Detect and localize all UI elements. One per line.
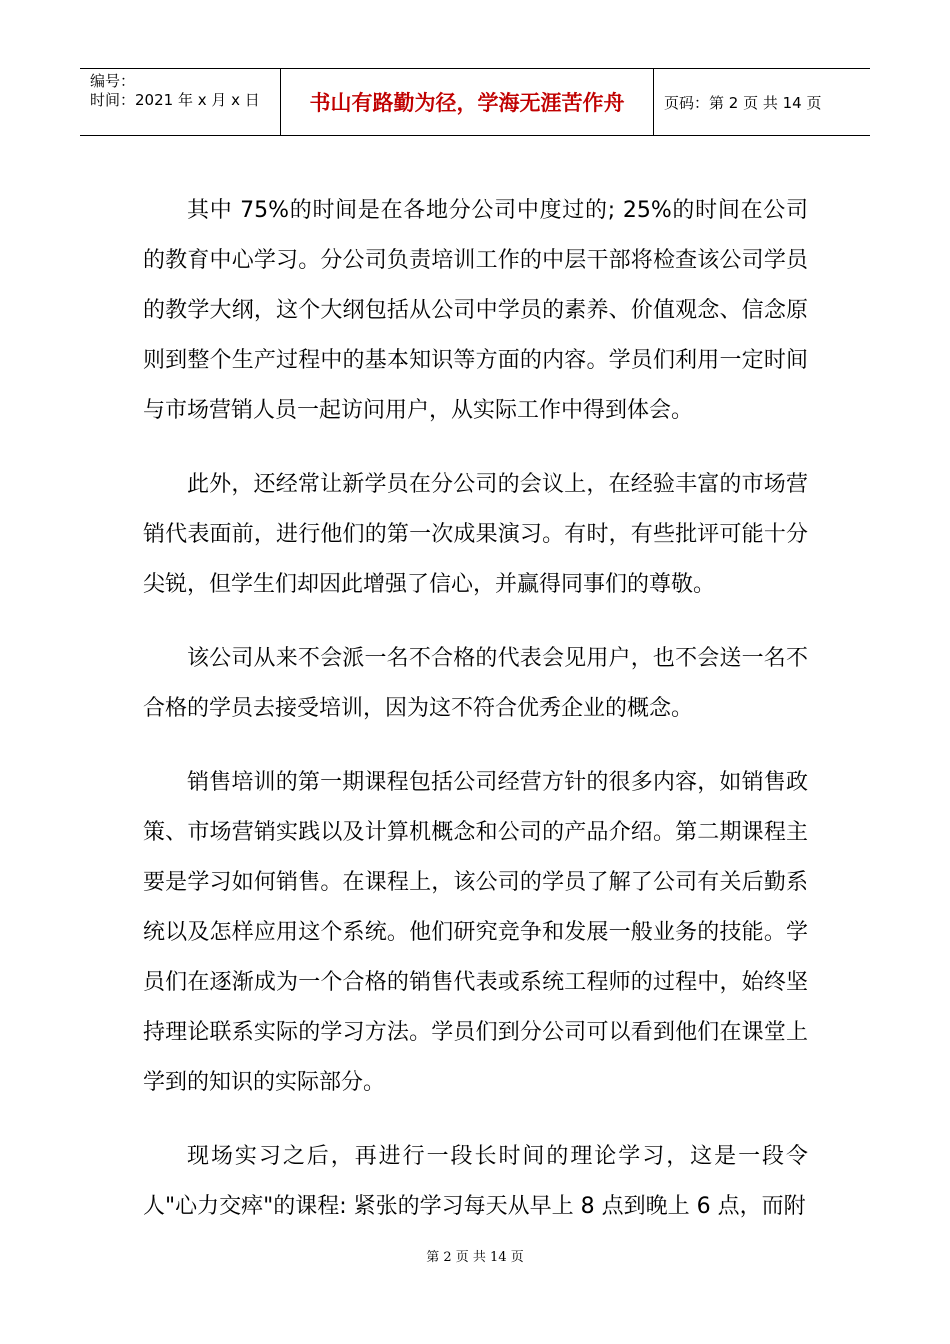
page-footer: 第 2 页 共 14 页 (426, 1250, 524, 1265)
paragraph: 该公司从来不会派一名不合格的代表会见用户，也不会送一名不合格的学员去接受培训，因为这不符合优秀企业的概念。 (143, 646, 808, 721)
paragraph: 此外，还经常让新学员在分公司的会议上，在经验丰富的市场营销代表面前，进行他们的第一次成果演习。有时，有些批评可能十分尖锐，但学生们却因此增强了信心，并赢得同事们的尊敬。 (143, 472, 808, 597)
document-number-label: 编号： (90, 72, 136, 90)
paragraph: 其中 75%的时间是在各地分公司中度过的; 25%的时间在公司的教育中心学习。分公司负责培训工作的中层干部将检查该公司学员的教学大纲，这个大纲包括从公司中学员的素养、价值观念、信念原则到整个生产过程中的基本知识等方面的内容。学员们利用一定时间与市场营销人员一起访问用户，从实际工作中得到体会。 (143, 198, 808, 423)
paragraph: 销售培训的第一期课程包括公司经营方针的很多内容，如销售政策、市场营销实践以及计算机概念和公司的产品介绍。第二期课程主要是学习如何销售。在课程上，该公司的学员了解了公司有关后勤系统以及怎样应用这个系统。他们研究竞争和发展一般业务的技能。学员们在逐渐成为一个合格的销售代表或系统工程师的过程中，始终坚持理论联系实际的学习方法。学员们到分公司可以看到他们在课堂上学到的知识的实际部分。 (143, 770, 808, 1095)
paragraph: 现场实习之后，再进行一段长时间的理论学习，这是一段令人"心力交瘁"的课程: 紧张的学习每天从早上 8 点到晚上 6 点，而附 (143, 1144, 808, 1219)
page-header (80, 68, 870, 136)
document-body (143, 186, 808, 1256)
header-meta (80, 69, 281, 135)
header-motto: 书山有路勤为径，学海无涯苦作舟 (281, 69, 654, 135)
header-page-info: 页码：第 2 页 共 14 页 (664, 93, 822, 112)
document-date-label: 时间：2021 年 x 月 x 日 (90, 91, 260, 109)
